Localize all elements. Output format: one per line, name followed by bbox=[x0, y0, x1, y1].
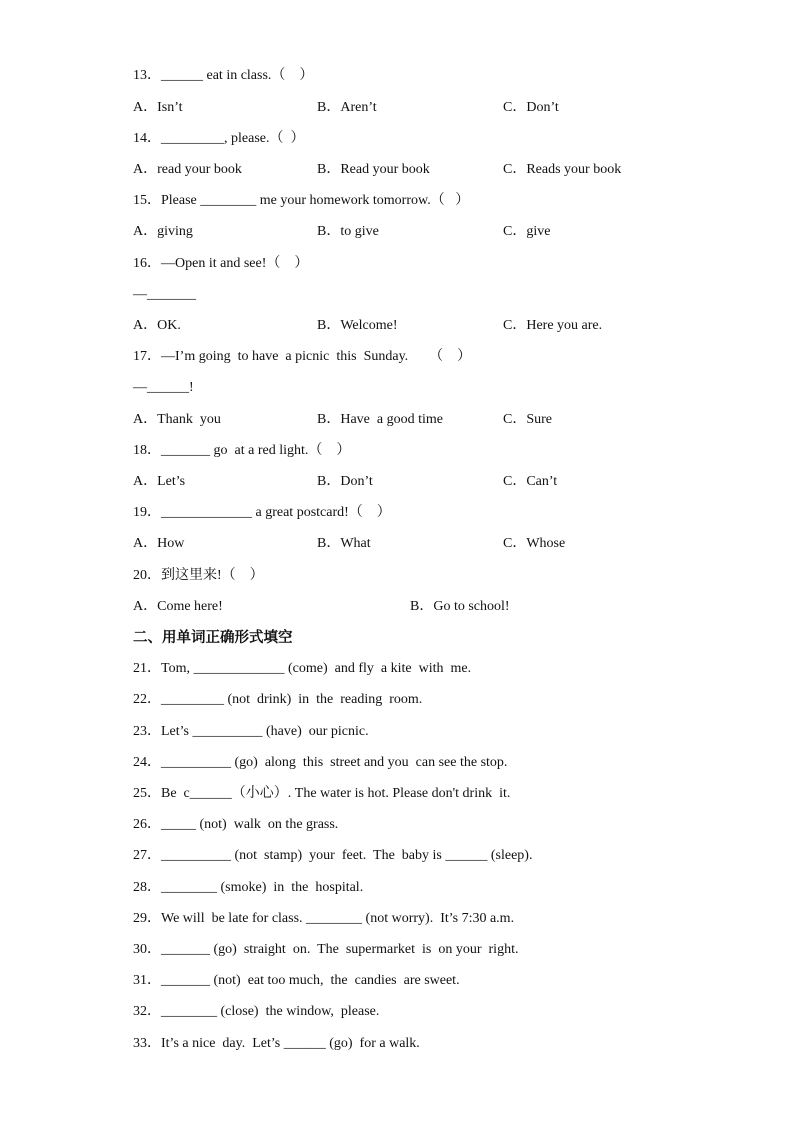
question-20-option-a: A．Come here! bbox=[133, 599, 223, 614]
question-21: 21．Tom, _____________ (come) and fly a kite with me. bbox=[133, 661, 472, 676]
question-20-stem: 20．到这里来!（ ） bbox=[133, 568, 264, 583]
question-23: 23．Let’s __________ (have) our picnic. bbox=[133, 724, 369, 739]
question-30: 30．_______ (go) straight on. The supermarket is on your right. bbox=[133, 942, 519, 957]
question-13-stem: 13．______ eat in class.（ ） bbox=[133, 68, 314, 83]
question-17-stem: 17．—I’m going to have a picnic this Sunday. （ ） bbox=[133, 349, 472, 364]
question-16-answer-line: —_______ bbox=[133, 287, 196, 302]
question-14-stem: 14．_________, please.（ ） bbox=[133, 131, 305, 146]
question-19-option-a: A．How bbox=[133, 536, 185, 551]
question-18-option-b: B．Don’t bbox=[317, 474, 373, 489]
question-19-option-b: B．What bbox=[317, 536, 371, 551]
question-16-stem: 16．—Open it and see!（ ） bbox=[133, 256, 309, 271]
question-25: 25．Be c______（小心）. The water is hot. Please don't drink it. bbox=[133, 786, 511, 801]
question-16-option-a: A．OK. bbox=[133, 318, 181, 333]
question-28: 28．________ (smoke) in the hospital. bbox=[133, 880, 364, 895]
question-19-option-c: C．Whose bbox=[503, 536, 566, 551]
question-17-option-c: C．Sure bbox=[503, 412, 552, 427]
question-20-option-b: B．Go to school! bbox=[410, 599, 510, 614]
question-15-option-a: A．giving bbox=[133, 224, 193, 239]
question-19-stem: 19．_____________ a great postcard!（ ） bbox=[133, 505, 391, 520]
question-17-option-b: B．Have a good time bbox=[317, 412, 443, 427]
question-27: 27．__________ (not stamp) your feet. The baby is ______ (sleep). bbox=[133, 848, 533, 863]
question-14-option-b: B．Read your book bbox=[317, 162, 430, 177]
question-33: 33．It’s a nice day. Let’s ______ (go) for a walk. bbox=[133, 1036, 420, 1051]
question-32: 32．________ (close) the window, please. bbox=[133, 1004, 380, 1019]
question-15-option-b: B．to give bbox=[317, 224, 379, 239]
question-29: 29．We will be late for class. ________ (not worry). It’s 7:30 a.m. bbox=[133, 911, 515, 926]
question-16-option-c: C．Here you are. bbox=[503, 318, 603, 333]
question-16-option-b: B．Welcome! bbox=[317, 318, 398, 333]
question-18-option-a: A．Let’s bbox=[133, 474, 186, 489]
question-13-option-c: C．Don’t bbox=[503, 100, 559, 115]
question-26: 26．_____ (not) walk on the grass. bbox=[133, 817, 339, 832]
question-13-option-b: B．Aren’t bbox=[317, 100, 377, 115]
question-24: 24．__________ (go) along this street and you can see the stop. bbox=[133, 755, 508, 770]
question-17-option-a: A．Thank you bbox=[133, 412, 221, 427]
question-17-answer-line: —______! bbox=[133, 380, 194, 395]
question-15-stem: 15．Please ________ me your homework tomorrow.（ ） bbox=[133, 193, 470, 208]
question-15-option-c: C．give bbox=[503, 224, 551, 239]
question-18-stem: 18．_______ go at a red light.（ ） bbox=[133, 443, 351, 458]
question-13-option-a: A．Isn’t bbox=[133, 100, 183, 115]
question-31: 31．_______ (not) eat too much, the candies are sweet. bbox=[133, 973, 460, 988]
question-14-option-c: C．Reads your book bbox=[503, 162, 622, 177]
question-14-option-a: A．read your book bbox=[133, 162, 242, 177]
question-18-option-c: C．Can’t bbox=[503, 474, 558, 489]
section-title: 二、用单词正确形式填空 bbox=[133, 630, 293, 646]
question-22: 22．_________ (not drink) in the reading room. bbox=[133, 692, 423, 707]
